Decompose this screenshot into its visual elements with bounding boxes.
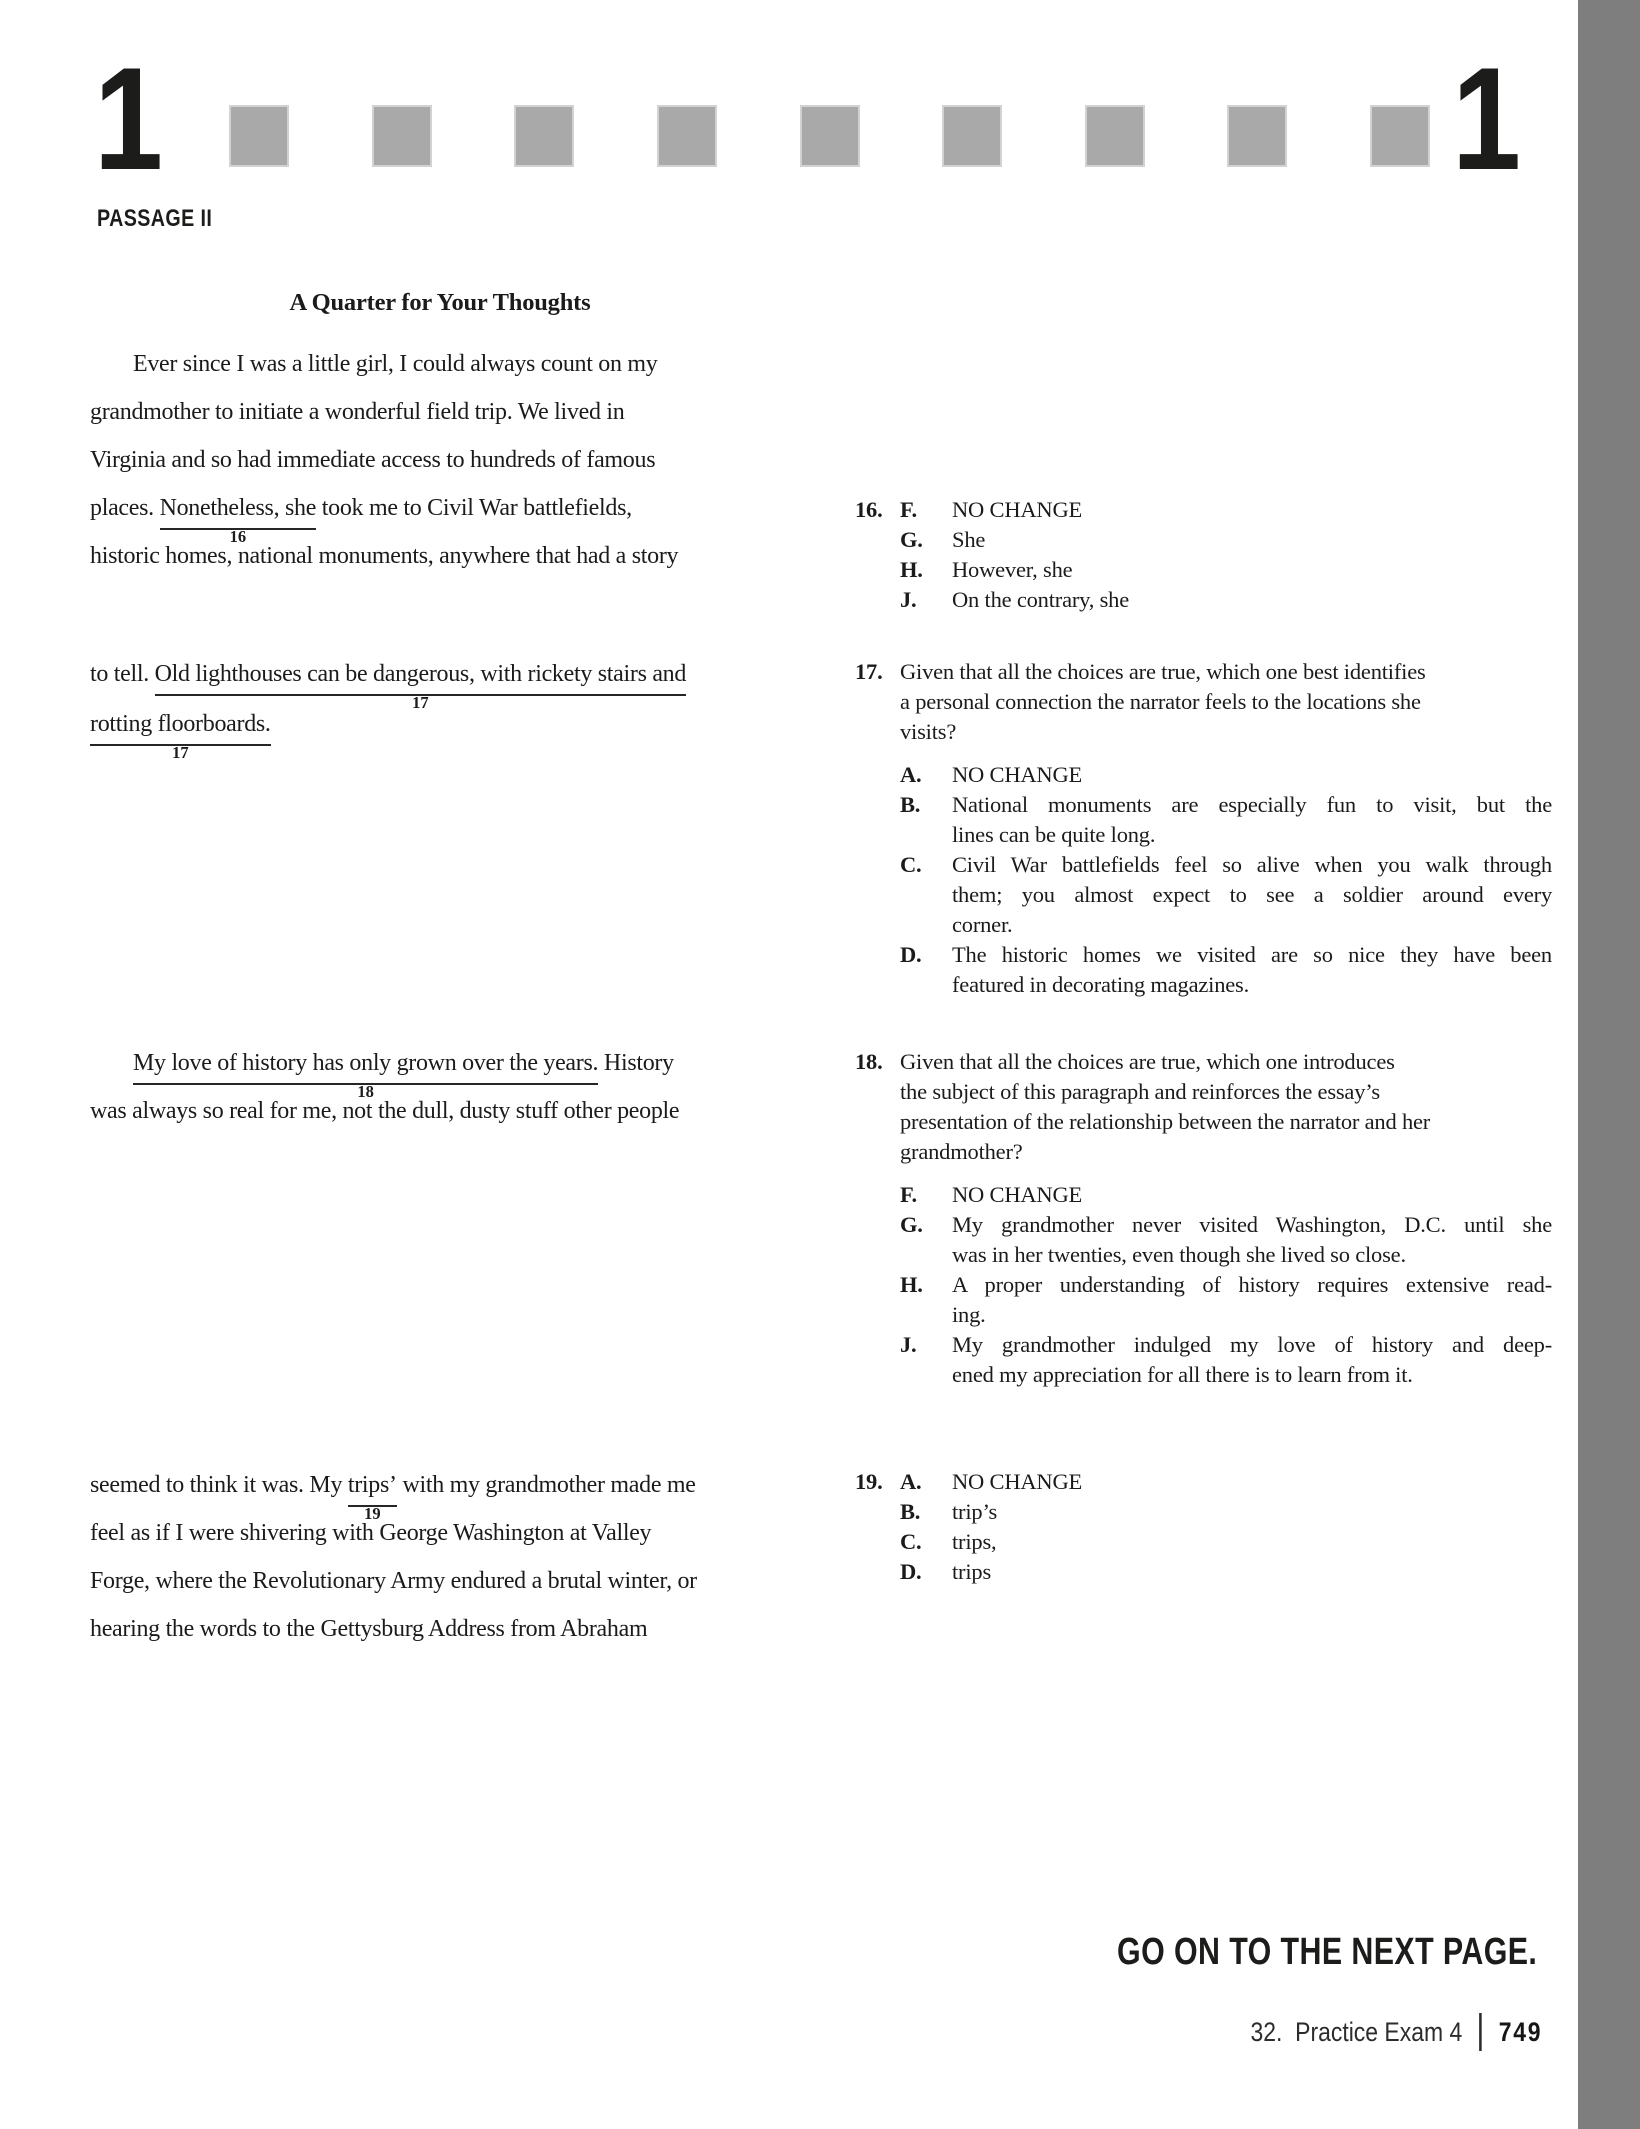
underlined-segment-19: trips’ 19 (347, 1472, 397, 1523)
option-text-line: them; you almost expect to see a soldier around every (952, 882, 1552, 907)
passage-text: places. (90, 495, 160, 521)
underline-number-17: 17 (412, 692, 429, 712)
passage-text: Virginia and so had immediate access to hundreds of famous (90, 447, 656, 473)
option-text-line: corner. (952, 912, 1013, 937)
header-squares (229, 105, 1430, 167)
header-square (1227, 105, 1287, 167)
option-text-line: lines can be quite long. (952, 822, 1156, 847)
passage-text: Forge, where the Revolutionary Army endured a brutal winter, or (90, 1568, 697, 1594)
question-stem-line: presentation of the relationship between the narrator and her (900, 1109, 1431, 1134)
header-square (514, 105, 574, 167)
underlined-segment-16: Nonetheless, she 16 (159, 495, 317, 546)
header-square (800, 105, 860, 167)
option-letter: D. (900, 1559, 922, 1584)
underline-number-19: 19 (364, 1503, 381, 1523)
option-text-line: My grandmother indulged my love of history and deep- (952, 1332, 1552, 1357)
option-text-line: She (952, 527, 986, 552)
question-stem-line: visits? (900, 719, 957, 744)
option-text-line: On the contrary, she (952, 587, 1129, 612)
section-number-left: 1 (94, 37, 164, 200)
option-text-line: A proper understanding of history requires extensive read- (952, 1272, 1552, 1297)
option-letter: A. (900, 1469, 922, 1494)
option-text (952, 1467, 1552, 1497)
option-text-line: NO CHANGE (952, 762, 1083, 787)
option-letter: J. (900, 1332, 917, 1357)
option-text (952, 585, 1552, 615)
option-F (900, 1180, 1552, 1210)
option-D (900, 1557, 1552, 1587)
option-F (900, 495, 1552, 525)
option-letter: F. (900, 1182, 917, 1207)
passage-title: A Quarter for Your Thoughts (289, 289, 591, 316)
section-number-right: 1 (1452, 37, 1522, 200)
option-text-line: trips (952, 1559, 992, 1584)
question-stem-line: the subject of this paragraph and reinforces the essay’s (900, 1079, 1380, 1104)
option-D (900, 940, 1552, 1000)
option-letter: C. (900, 852, 922, 877)
question-stem-line: grandmother? (900, 1139, 1023, 1164)
passage-text: History (598, 1050, 674, 1076)
passage-line (90, 1605, 790, 1653)
option-text (952, 525, 1552, 555)
passage-line (90, 1509, 790, 1557)
option-text-line: Civil War battlefields feel so alive when you walk through (952, 852, 1552, 877)
question-number: 16. (855, 497, 883, 522)
answer-options (900, 760, 1552, 1000)
question-body (900, 657, 1552, 1000)
question-stem-line: Given that all the choices are true, which one introduces (900, 1049, 1395, 1074)
option-text-line: featured in decorating magazines. (952, 972, 1250, 997)
option-letter: A. (900, 762, 922, 787)
footer-chapter-title: Practice Exam 4 (1294, 2016, 1463, 2047)
page-edge-strip (1578, 0, 1640, 2129)
passage-line (90, 649, 790, 712)
option-letter: B. (900, 1499, 921, 1524)
option-letter: J. (900, 587, 917, 612)
passage-text: with my grandmother made me (396, 1472, 696, 1498)
passage-paragraph-1 (90, 340, 790, 580)
option-G (900, 1210, 1552, 1270)
passage-text: historic homes, national monuments, anywhere that had a story (90, 543, 679, 569)
option-letter: G. (900, 1212, 923, 1237)
passage-text: to tell. (90, 661, 155, 687)
header-square (229, 105, 289, 167)
option-C (900, 1527, 1552, 1557)
header-square (657, 105, 717, 167)
question-number: 18. (855, 1049, 883, 1074)
passage-text: feel as if I were shivering with George Washington at Valley (90, 1520, 652, 1546)
underline-number-17: 17 (172, 742, 189, 762)
passage-text: took me to Civil War battlefields, (316, 495, 632, 521)
option-text-line: trips, (952, 1529, 997, 1554)
question-16 (855, 495, 1552, 615)
underlined-segment-17: Old lighthouses can be dangerous, with rickety stairs and 17 (154, 661, 687, 712)
footer (1250, 2010, 1542, 2054)
option-letter: G. (900, 527, 923, 552)
question-stem (900, 657, 1552, 747)
option-text (952, 1210, 1552, 1270)
question-body (900, 1467, 1552, 1587)
option-G (900, 525, 1552, 555)
go-on-instruction: GO ON TO THE NEXT PAGE. (1116, 1931, 1537, 1973)
option-text-line: ing. (952, 1302, 986, 1327)
underlined-segment-18: My love of history has only grown over the years. 18 (133, 1050, 599, 1101)
passage-paragraph-4 (90, 1461, 790, 1653)
option-B (900, 1497, 1552, 1527)
option-text-line: My grandmother never visited Washington, D.C. until she (952, 1212, 1552, 1237)
passage-line (90, 699, 790, 762)
option-text-line: NO CHANGE (952, 1469, 1083, 1494)
header-square (1370, 105, 1430, 167)
option-text (952, 1180, 1552, 1210)
footer-chapter-number: 32. (1250, 2016, 1283, 2047)
option-letter: H. (900, 1272, 923, 1297)
option-letter: C. (900, 1529, 922, 1554)
option-text-line: However, she (952, 557, 1073, 582)
passage-text: hearing the words to the Gettysburg Address from Abraham (90, 1616, 648, 1642)
option-text (952, 850, 1552, 940)
option-J (900, 1330, 1552, 1390)
option-text (952, 940, 1552, 1000)
passage-line (90, 340, 790, 388)
passage-line (90, 484, 790, 546)
option-letter: H. (900, 557, 923, 582)
question-body (900, 1047, 1552, 1390)
header-square (372, 105, 432, 167)
underline-number-16: 16 (229, 526, 247, 546)
option-text (952, 1557, 1552, 1587)
option-text-line: was in her twenties, even though she lived so close. (952, 1242, 1406, 1267)
option-text (952, 1270, 1552, 1330)
option-letter: D. (900, 942, 922, 967)
option-text (952, 555, 1552, 585)
passage-label: PASSAGE II (97, 205, 213, 232)
option-text (952, 790, 1552, 850)
option-text-line: trip’s (952, 1499, 998, 1524)
question-19 (855, 1467, 1552, 1587)
option-text-line: ened my appreciation for all there is to learn from it. (952, 1362, 1413, 1387)
question-stem-line: a personal connection the narrator feels to the locations she (900, 689, 1421, 714)
option-J (900, 585, 1552, 615)
passage-text: was always so real for me, not the dull, dusty stuff other people (90, 1098, 680, 1124)
option-text-line: NO CHANGE (952, 1182, 1083, 1207)
option-letter: B. (900, 792, 921, 817)
option-text (952, 760, 1552, 790)
header-square (942, 105, 1002, 167)
option-A (900, 1467, 1552, 1497)
passage-line (90, 1557, 790, 1605)
passage-text: grandmother to initiate a wonderful field trip. We lived in (90, 399, 625, 425)
footer-page-number: 749 (1498, 2016, 1542, 2047)
question-17 (855, 657, 1552, 1000)
passage-line (90, 532, 790, 580)
option-text-line: National monuments are especially fun to visit, but the (952, 792, 1552, 817)
question-body (900, 495, 1552, 615)
footer-divider (1479, 2013, 1482, 2051)
passage-text: seemed to think it was. My (90, 1472, 348, 1498)
question-stem-line: Given that all the choices are true, which one best identifies (900, 659, 1426, 684)
option-text-line: The historic homes we visited are so nice they have been (952, 942, 1552, 967)
question-number: 19. (855, 1469, 883, 1494)
question-number: 17. (855, 659, 883, 684)
header-square (1085, 105, 1145, 167)
passage-line (90, 1461, 790, 1523)
passage-line (90, 1087, 790, 1135)
underline-number-18: 18 (357, 1081, 374, 1101)
option-text (952, 1330, 1552, 1390)
option-text (952, 1527, 1552, 1557)
option-H (900, 1270, 1552, 1330)
answer-options (900, 1467, 1552, 1587)
passage-line (90, 436, 790, 484)
underlined-segment-17: rotting floorboards. 17 (90, 711, 271, 762)
option-text (952, 495, 1552, 525)
answer-options (900, 495, 1552, 615)
option-text (952, 1497, 1552, 1527)
passage-line (90, 1039, 790, 1101)
option-A (900, 760, 1552, 790)
question-18 (855, 1047, 1552, 1390)
option-letter: F. (900, 497, 917, 522)
option-B (900, 790, 1552, 850)
passage-line (90, 388, 790, 436)
option-H (900, 555, 1552, 585)
option-C (900, 850, 1552, 940)
option-text-line: NO CHANGE (952, 497, 1083, 522)
answer-options (900, 1180, 1552, 1390)
passage-text: Ever since I was a little girl, I could always count on my (133, 351, 658, 377)
passage-paragraph-3 (90, 1039, 790, 1135)
question-stem (900, 1047, 1552, 1167)
passage-paragraph-2 (90, 649, 790, 762)
